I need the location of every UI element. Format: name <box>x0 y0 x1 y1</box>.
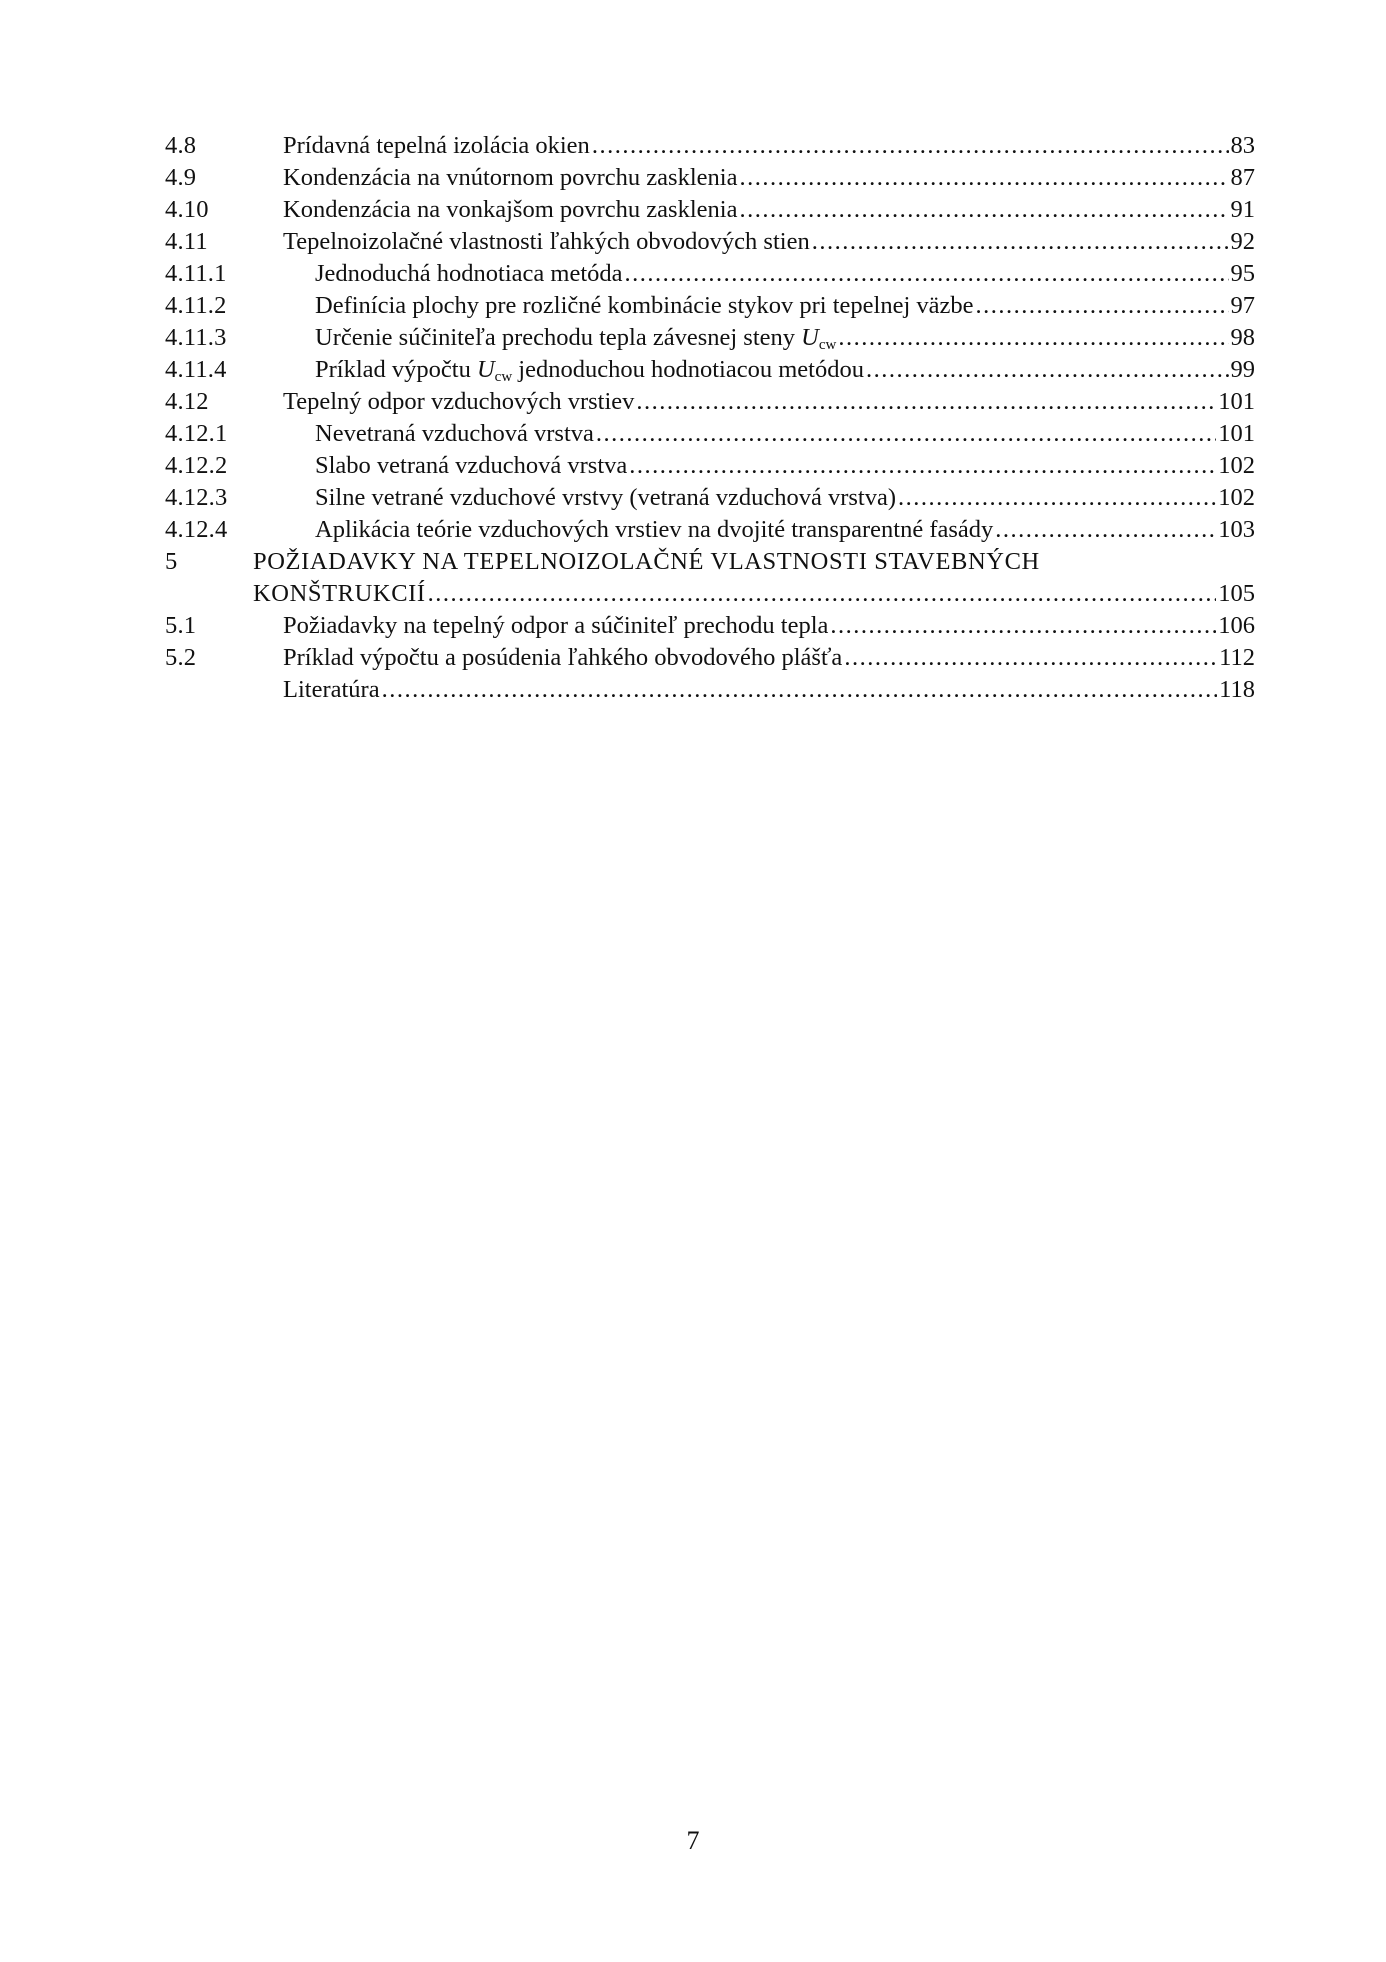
toc-leader <box>844 642 1217 674</box>
toc-leader <box>739 162 1228 194</box>
toc-entry[interactable] <box>165 130 1255 162</box>
toc-entry[interactable] <box>165 194 1255 226</box>
toc-number: 5 <box>165 548 178 575</box>
toc-number: 5.1 <box>165 612 197 639</box>
toc-leader <box>838 322 1228 354</box>
toc-entry[interactable] <box>165 290 1255 322</box>
toc-title: KONŠTRUKCIÍ <box>253 580 426 607</box>
toc-title-text: Príklad výpočtu <box>315 356 477 383</box>
toc-leader <box>382 674 1218 706</box>
toc-entry[interactable] <box>165 354 1255 386</box>
toc-entry-literature[interactable] <box>165 674 1255 706</box>
toc-entry[interactable] <box>165 418 1255 450</box>
toc-number: 4.9 <box>165 164 197 191</box>
toc-page: 105 <box>1218 580 1255 607</box>
toc-entry[interactable] <box>165 322 1255 354</box>
toc-title: POŽIADAVKY NA TEPELNOIZOLAČNÉ VLASTNOSTI STAVEBNÝCH <box>253 548 1040 575</box>
toc-page: 87 <box>1230 164 1255 191</box>
toc-page: 99 <box>1230 356 1255 383</box>
toc-page: 102 <box>1218 484 1255 511</box>
toc-page: 98 <box>1230 324 1255 351</box>
toc-page: 112 <box>1219 644 1255 671</box>
toc-number: 4.11.2 <box>165 292 227 319</box>
toc-number: 4.12 <box>165 388 209 415</box>
toc-page: 102 <box>1218 452 1255 479</box>
symbol-subscript: cw <box>494 369 513 385</box>
toc-title: Tepelný odpor vzduchových vrstiev <box>283 388 635 415</box>
toc-entry[interactable] <box>165 258 1255 290</box>
toc-leader <box>629 450 1216 482</box>
toc-page: 101 <box>1218 420 1255 447</box>
toc-page: 91 <box>1230 196 1255 223</box>
toc-title: Nevetraná vzduchová vrstva <box>315 420 594 447</box>
toc-title-text: Určenie súčiniteľa prechodu tepla závesnej steny <box>315 324 802 351</box>
toc-page: 118 <box>1219 676 1255 703</box>
toc-entry[interactable] <box>165 482 1255 514</box>
toc-title-text-after: jednoduchou hodnotiacou metódou <box>512 356 864 383</box>
toc-page: 97 <box>1230 292 1255 319</box>
toc-number: 4.10 <box>165 196 209 223</box>
toc-entry[interactable] <box>165 642 1255 674</box>
toc-leader <box>830 610 1216 642</box>
toc-title: Definícia plochy pre rozličné kombinácie stykov pri tepelnej väzbe <box>315 292 974 319</box>
toc-number: 4.12.4 <box>165 516 228 543</box>
symbol-u: U <box>476 356 495 383</box>
toc-leader <box>739 194 1228 226</box>
toc-page: 92 <box>1230 228 1255 255</box>
toc-title: Požiadavky na tepelný odpor a súčiniteľ prechodu tepla <box>283 612 829 639</box>
toc-chapter-entry-continued[interactable] <box>165 578 1255 610</box>
symbol-u: U <box>801 324 819 351</box>
toc-title <box>315 354 864 386</box>
toc-title <box>315 322 836 354</box>
toc-leader <box>812 226 1229 258</box>
toc-page: 101 <box>1218 388 1255 415</box>
toc-title: Tepelnoizolačné vlastnosti ľahkých obvodových stien <box>283 228 810 255</box>
toc-entry[interactable] <box>165 162 1255 194</box>
toc-entry[interactable] <box>165 226 1255 258</box>
toc-title: Kondenzácia na vonkajšom povrchu zasklenia <box>283 196 738 223</box>
toc-leader <box>428 578 1217 610</box>
toc-chapter-entry[interactable] <box>165 546 1255 578</box>
toc-number: 4.11.4 <box>165 356 227 383</box>
toc-number: 4.12.1 <box>165 420 228 447</box>
toc-leader <box>596 418 1216 450</box>
toc-page: 95 <box>1230 260 1255 287</box>
toc-number: 4.12.2 <box>165 452 228 479</box>
toc-entry[interactable] <box>165 386 1255 418</box>
toc-entry[interactable] <box>165 610 1255 642</box>
toc-title: Slabo vetraná vzduchová vrstva <box>315 452 628 479</box>
toc-number: 5.2 <box>165 644 197 671</box>
toc-leader <box>866 354 1229 386</box>
toc-number: 4.11.1 <box>165 260 227 287</box>
toc-leader <box>636 386 1216 418</box>
toc-title: Prídavná tepelná izolácia okien <box>283 132 590 159</box>
toc-title: Príklad výpočtu a posúdenia ľahkého obvodového plášťa <box>283 644 843 671</box>
page-number: 7 <box>686 1826 700 1855</box>
toc-number: 4.11.3 <box>165 324 227 351</box>
toc-page: 103 <box>1218 516 1255 543</box>
toc-number: 4.8 <box>165 132 197 159</box>
toc-number: 4.11 <box>165 228 208 255</box>
toc-leader <box>976 290 1229 322</box>
toc-title: Kondenzácia na vnútornom povrchu zasklenia <box>283 164 738 191</box>
toc-leader <box>898 482 1216 514</box>
toc-entry[interactable] <box>165 450 1255 482</box>
toc-leader <box>625 258 1229 290</box>
toc-title: Aplikácia teórie vzduchových vrstiev na dvojité transparentné fasády <box>315 516 994 543</box>
toc-leader <box>592 130 1229 162</box>
toc-title: Jednoduchá hodnotiaca metóda <box>315 260 623 287</box>
toc-title: Literatúra <box>283 676 380 703</box>
table-of-contents <box>165 130 1255 706</box>
toc-number: 4.12.3 <box>165 484 228 511</box>
toc-entry[interactable] <box>165 514 1255 546</box>
symbol-subscript: cw <box>818 337 837 353</box>
toc-page: 106 <box>1218 612 1255 639</box>
toc-page: 83 <box>1230 132 1255 159</box>
toc-title: Silne vetrané vzduchové vrstvy (vetraná vzduchová vrstva) <box>315 484 896 511</box>
toc-leader <box>995 514 1216 546</box>
